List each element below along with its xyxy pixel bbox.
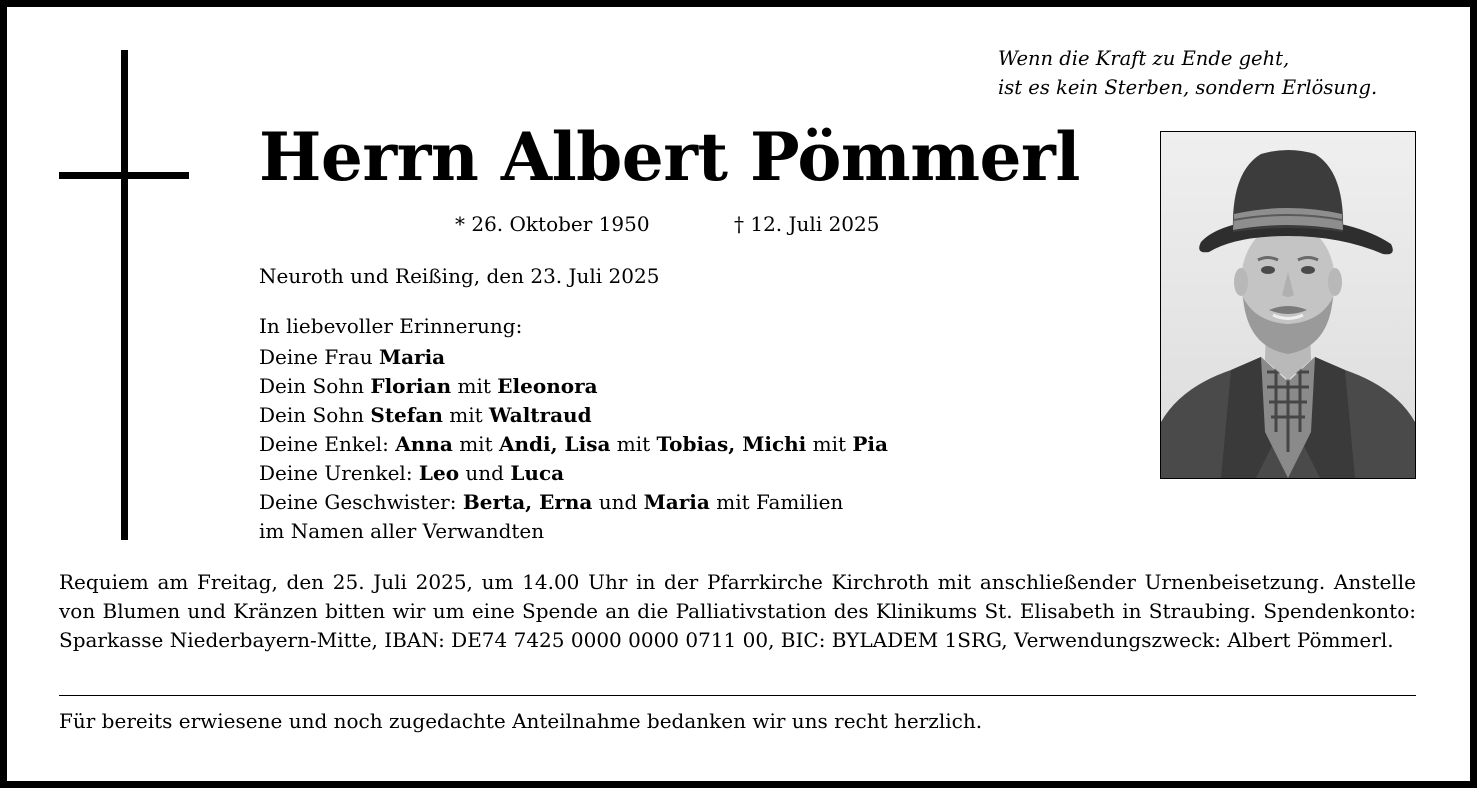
death-date: † 12. Juli 2025 xyxy=(734,212,880,236)
mourner-name: Waltraud xyxy=(489,403,592,427)
mourner-grandchildren xyxy=(259,430,888,459)
mourner-label: Deine Geschwister: xyxy=(259,490,463,514)
mourner-name: Eleonora xyxy=(497,374,598,398)
mourner-name: Stefan xyxy=(370,403,443,427)
mourner-label: Deine Enkel: xyxy=(259,432,396,456)
service-details: Requiem am Freitag, den 25. Juli 2025, um 14.00 Uhr in der Pfarrkirche Kirchroth mit anschließender Urnenbeisetzung. Anstelle von Blumen und Kränzen bitten wir um eine Spende an die Palliativstation des Klinikums St. Elisabeth in Straubing. Spendenkonto: Sparkasse Niederbayern-Mitte, IBAN: DE74 7425 0000 0000 0711 00, BIC: BYLADEM 1SRG, Verwendungszweck: Albert Pömmerl. xyxy=(59,570,1416,652)
divider-line xyxy=(59,695,1416,696)
thanks-note: Für bereits erwiesene und noch zugedachte Anteilnahme bedanken wir uns recht herzlich. xyxy=(59,709,983,733)
quote-line-1: Wenn die Kraft zu Ende geht, xyxy=(998,47,1290,70)
birth-date: * 26. Oktober 1950 xyxy=(455,212,650,236)
mourner-name: Luca xyxy=(510,461,565,485)
epigraph-quote xyxy=(998,44,1438,102)
mourner-connector: mit xyxy=(452,432,499,456)
mourner-label: Dein Sohn xyxy=(259,374,371,398)
cross-vertical-bar xyxy=(121,50,128,540)
mourner-great-grandchildren xyxy=(259,459,888,488)
mourner-name: Andi, Lisa xyxy=(498,432,611,456)
mourner-label: Dein Sohn xyxy=(259,403,371,427)
mourner-name: Anna xyxy=(395,432,453,456)
mourner-connector: mit Familien xyxy=(709,490,844,514)
cross-horizontal-bar xyxy=(59,172,189,179)
mourner-connector: mit xyxy=(806,432,853,456)
mourner-label: Deine Urenkel: xyxy=(259,461,419,485)
mourner-name: Leo xyxy=(418,461,460,485)
mourners-list xyxy=(259,312,888,546)
mourner-son-1 xyxy=(259,372,888,401)
mourner-connector: und xyxy=(459,461,511,485)
mourner-connector: und xyxy=(592,490,644,514)
mourner-name: Pia xyxy=(852,432,888,456)
portrait-photo xyxy=(1160,131,1416,479)
mourner-connector: mit xyxy=(610,432,657,456)
quote-line-2: ist es kein Sterben, sondern Erlösung. xyxy=(998,76,1378,99)
mourner-name: Maria xyxy=(378,345,446,369)
deceased-name: Herrn Albert Pömmerl xyxy=(259,118,1080,196)
portrait-illustration xyxy=(1161,132,1415,478)
mourner-connector: mit xyxy=(451,374,498,398)
mourner-siblings xyxy=(259,488,888,517)
mourner-name: Berta, Erna xyxy=(462,490,593,514)
mourner-son-2 xyxy=(259,401,888,430)
mourner-label: Deine Frau xyxy=(259,345,379,369)
place-and-date: Neuroth und Reißing, den 23. Juli 2025 xyxy=(259,264,660,288)
mourner-wife xyxy=(259,343,888,372)
mourner-connector: mit xyxy=(442,403,490,427)
mourners-intro: In liebevoller Erinnerung: xyxy=(259,314,523,338)
mourners-closing: im Namen aller Verwandten xyxy=(259,519,545,543)
mourner-name: Tobias, Michi xyxy=(656,432,807,456)
mourner-name: Maria xyxy=(643,490,710,514)
mourner-name: Florian xyxy=(370,374,452,398)
